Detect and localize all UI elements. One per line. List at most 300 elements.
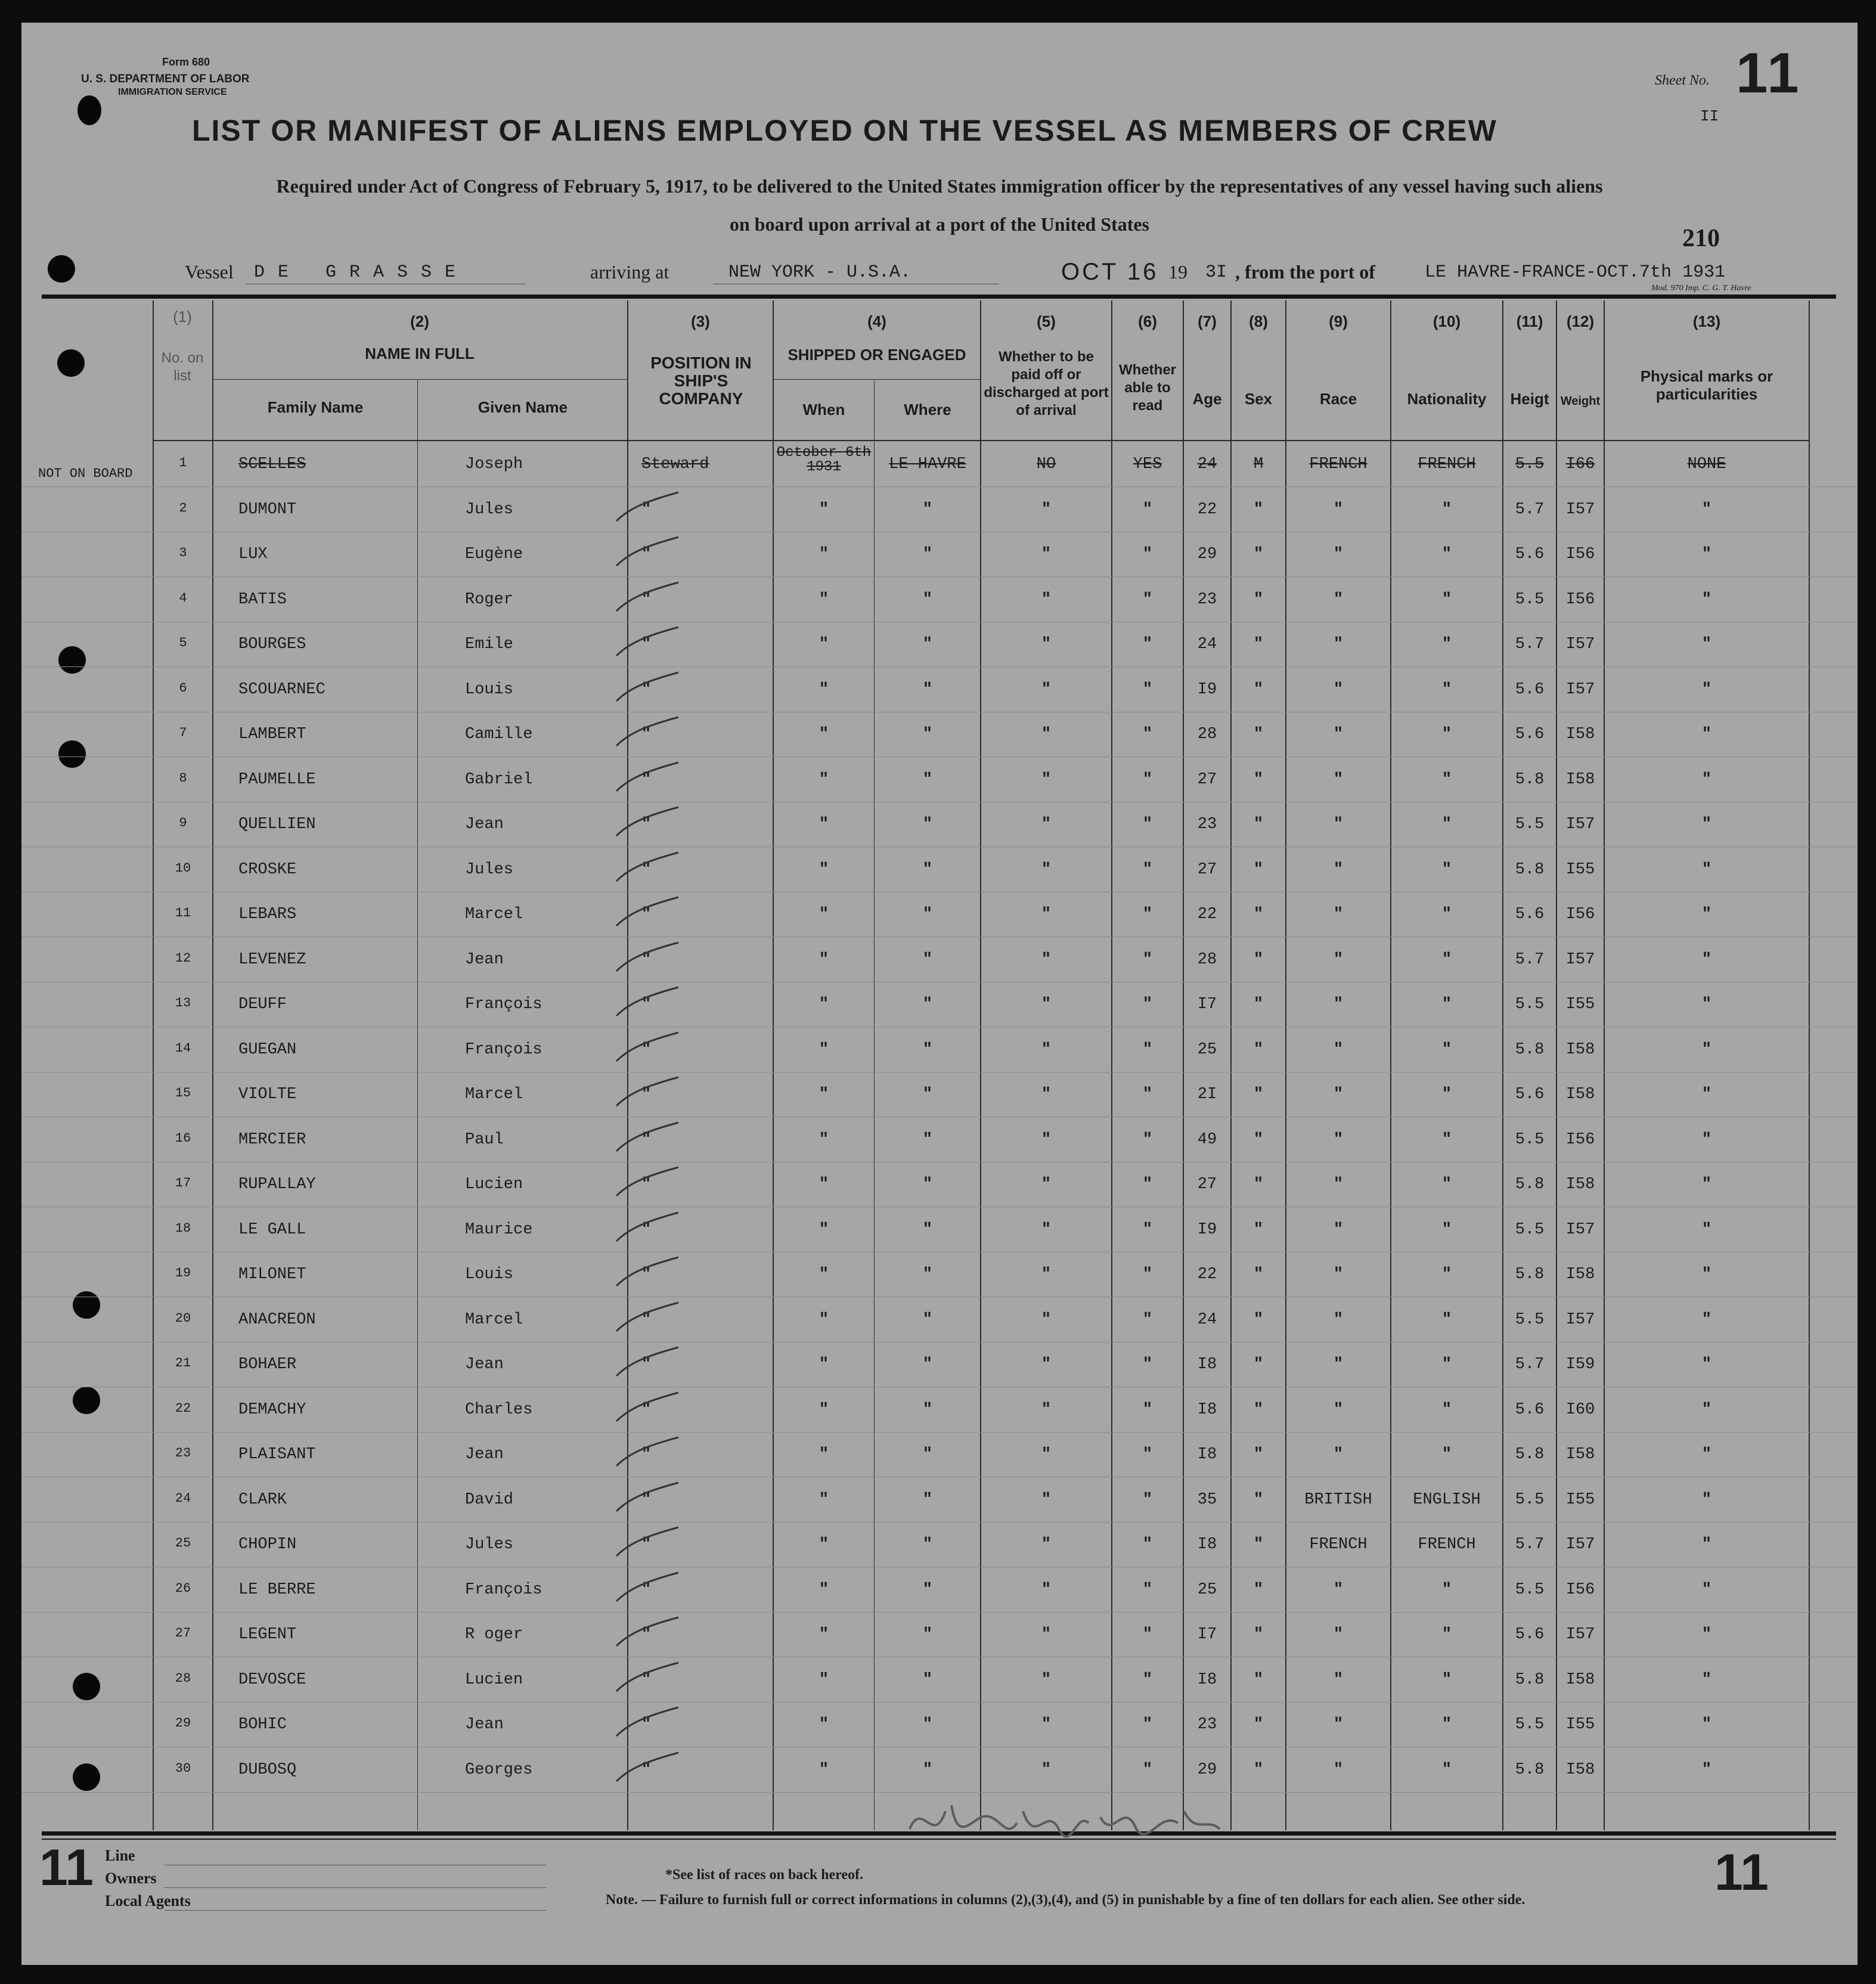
cell-weight: I56	[1565, 1130, 1595, 1149]
cell-sex: "	[1253, 1310, 1264, 1329]
check-tick-mark	[612, 625, 683, 661]
col4-header: SHIPPED OR ENGAGED	[787, 346, 966, 364]
cell-paid: "	[1041, 816, 1052, 833]
col4-where-header: Where	[904, 401, 951, 418]
cell-no: 14	[175, 1040, 191, 1056]
check-tick-mark	[612, 1030, 683, 1066]
cell-weight: I57	[1565, 950, 1595, 969]
cell-paid: "	[1041, 726, 1052, 743]
cell-when: "	[818, 1490, 829, 1509]
table-row	[21, 1568, 1858, 1613]
cell-no: 27	[175, 1626, 191, 1641]
cell-nationality: "	[1441, 1176, 1452, 1194]
cell-race: "	[1333, 1220, 1344, 1239]
cell-weight: I58	[1565, 1446, 1595, 1464]
cell-read: "	[1142, 1446, 1153, 1464]
cell-nationality: "	[1441, 996, 1452, 1013]
cell-height: 5.8	[1515, 770, 1545, 789]
cell-age: 28	[1197, 950, 1217, 969]
cell-weight: I58	[1565, 1040, 1595, 1059]
service: IMMIGRATION SERVICE	[118, 87, 227, 97]
cell-sex: "	[1253, 816, 1264, 833]
cell-paid: "	[1041, 680, 1052, 699]
cell-nationality: "	[1441, 906, 1452, 923]
cell-height: 5.5	[1515, 1220, 1545, 1239]
cell-paid: NO	[1036, 455, 1056, 473]
cell-height: 5.8	[1515, 1266, 1545, 1284]
cell-height: 5.5	[1515, 1580, 1545, 1599]
cell-where: "	[922, 906, 933, 923]
table-row	[21, 1523, 1858, 1567]
cell-sex: "	[1253, 1446, 1264, 1464]
cell-sex: "	[1253, 1176, 1264, 1194]
cell-age: 22	[1197, 500, 1217, 519]
cell-paid: "	[1041, 1356, 1052, 1374]
cell-position: "	[641, 1446, 652, 1464]
cell-family: SCELLES	[238, 455, 306, 473]
cell-read: "	[1142, 636, 1153, 653]
cell-read: "	[1142, 950, 1153, 969]
cell-read: "	[1142, 1760, 1153, 1779]
cell-race: "	[1333, 860, 1344, 879]
cell-when: "	[818, 906, 829, 923]
cell-nationality: "	[1441, 1716, 1452, 1734]
cell-read: "	[1142, 680, 1153, 699]
cell-position: "	[641, 1400, 652, 1419]
cell-when: "	[818, 1670, 829, 1689]
underline	[165, 1910, 546, 1911]
cell-position: "	[641, 1220, 652, 1239]
cell-paid: "	[1041, 1716, 1052, 1734]
cell-sex: "	[1253, 950, 1264, 969]
cell-height: 5.6	[1515, 680, 1545, 699]
cell-family: LE GALL	[238, 1220, 306, 1239]
arrival-date: OCT 16	[1061, 259, 1159, 285]
cell-race: "	[1333, 1310, 1344, 1329]
cell-when: "	[818, 1130, 829, 1149]
cell-sex: "	[1253, 1670, 1264, 1689]
cell-age: I8	[1197, 1536, 1217, 1554]
cell-height: 5.8	[1515, 1446, 1545, 1464]
cell-marks: "	[1701, 860, 1712, 879]
cell-given: François	[465, 1040, 542, 1059]
cell-when: "	[818, 816, 829, 833]
table-row	[21, 578, 1858, 622]
cell-when: "	[818, 1086, 829, 1103]
cell-weight: I66	[1565, 455, 1595, 473]
table-row	[21, 1658, 1858, 1703]
cell-position: "	[641, 1490, 652, 1509]
cell-marks: "	[1701, 1670, 1712, 1689]
cell-nationality: "	[1441, 1220, 1452, 1239]
cell-where: "	[922, 1266, 933, 1284]
cell-where: "	[922, 1536, 933, 1554]
cell-race: "	[1333, 1626, 1344, 1644]
cell-family: DEUFF	[238, 996, 287, 1013]
cell-weight: I58	[1565, 1176, 1595, 1194]
col12-number: (12)	[1566, 312, 1595, 330]
cell-marks: "	[1701, 636, 1712, 653]
cell-height: 5.6	[1515, 906, 1545, 923]
cell-position: "	[641, 636, 652, 653]
cell-weight: I58	[1565, 1670, 1595, 1689]
cell-nationality: "	[1441, 1670, 1452, 1689]
cell-position: "	[641, 860, 652, 879]
punch-hole	[48, 255, 75, 283]
cell-family: LEGENT	[238, 1626, 297, 1644]
cell-given: Marcel	[465, 1086, 523, 1103]
sheet-roman: II	[1700, 107, 1719, 125]
col2-family-header: Family Name	[267, 398, 364, 416]
cell-no: 23	[175, 1446, 191, 1461]
cell-sex: "	[1253, 500, 1264, 519]
cell-height: 5.8	[1515, 1040, 1545, 1059]
check-tick-mark	[612, 1120, 683, 1156]
cell-marks: "	[1701, 1580, 1712, 1599]
cell-given: Jules	[465, 500, 514, 519]
col3-number: (3)	[691, 312, 710, 330]
cell-when: "	[818, 545, 829, 563]
cell-weight: I57	[1565, 1310, 1595, 1329]
cell-height: 5.5	[1515, 816, 1545, 833]
cell-position: Steward	[641, 455, 709, 473]
cell-given: Georges	[465, 1760, 533, 1779]
cell-age: 22	[1197, 906, 1217, 923]
cell-height: 5.8	[1515, 1176, 1545, 1194]
cell-given: Jean	[465, 1356, 504, 1374]
cell-age: 25	[1197, 1580, 1217, 1599]
cell-where: "	[922, 636, 933, 653]
cell-read: "	[1142, 1580, 1153, 1599]
cell-paid: "	[1041, 860, 1052, 879]
cell-race: "	[1333, 1176, 1344, 1194]
cell-family: MILONET	[238, 1266, 306, 1284]
cell-weight: I58	[1565, 1760, 1595, 1779]
cell-height: 5.7	[1515, 636, 1545, 653]
cell-age: 23	[1197, 816, 1217, 833]
cell-sex: "	[1253, 860, 1264, 879]
cell-weight: I57	[1565, 1220, 1595, 1239]
cell-when: "	[818, 590, 829, 609]
cell-paid: "	[1041, 1670, 1052, 1689]
cell-paid: "	[1041, 770, 1052, 789]
cell-marks: "	[1701, 1490, 1712, 1509]
cell-where: "	[922, 1490, 933, 1509]
cell-nationality: "	[1441, 770, 1452, 789]
cell-no: 24	[175, 1490, 191, 1506]
cell-where: "	[922, 726, 933, 743]
cell-age: 49	[1197, 1130, 1217, 1149]
col9-header: Race	[1319, 390, 1357, 408]
cell-nationality: "	[1441, 590, 1452, 609]
col12-header: Weight	[1560, 395, 1601, 408]
cell-sex: "	[1253, 545, 1264, 563]
cell-read: "	[1142, 1220, 1153, 1239]
year-suffix: 3I	[1205, 262, 1227, 283]
fine-note: Note. — Failure to furnish full or correct informations in columns (2),(3),(4), and (5) in punishable by a fine of ten dollars for each alien. See other side.	[606, 1892, 1525, 1908]
cell-sex: "	[1253, 1266, 1264, 1284]
cell-no: 7	[179, 726, 187, 740]
cell-given: Jean	[465, 816, 504, 833]
cell-read: "	[1142, 816, 1153, 833]
cell-weight: I56	[1565, 906, 1595, 923]
cell-no: 6	[179, 680, 187, 696]
footer-agents-label: Local Agents	[105, 1892, 191, 1909]
cell-race: "	[1333, 1040, 1344, 1059]
cell-nationality: "	[1441, 1446, 1452, 1464]
cell-race: "	[1333, 950, 1344, 969]
table-row	[21, 1298, 1858, 1343]
cell-read: "	[1142, 1536, 1153, 1554]
cell-where: "	[922, 1670, 933, 1689]
col10-number: (10)	[1432, 312, 1461, 330]
cell-when: "	[818, 1446, 829, 1464]
check-tick-mark	[612, 805, 683, 841]
cell-sex: "	[1253, 1760, 1264, 1779]
cell-when: "	[818, 1310, 829, 1329]
cell-no: 10	[175, 860, 191, 876]
cell-race: "	[1333, 816, 1344, 833]
cell-height: 5.7	[1515, 1536, 1545, 1554]
cell-where: "	[922, 1760, 933, 1779]
col11-number: (11)	[1516, 312, 1543, 330]
cell-age: 25	[1197, 1040, 1217, 1059]
cell-where: "	[922, 545, 933, 563]
check-tick-mark	[612, 1075, 683, 1111]
table-row	[21, 982, 1858, 1027]
cell-paid: "	[1041, 1040, 1052, 1059]
cell-no: 28	[175, 1670, 191, 1686]
cell-paid: "	[1041, 950, 1052, 969]
cell-position: "	[641, 726, 652, 743]
cell-where: "	[922, 1176, 933, 1194]
cell-age: 24	[1197, 636, 1217, 653]
cell-nationality: "	[1441, 816, 1452, 833]
cell-age: 2I	[1197, 1086, 1217, 1103]
cell-height: 5.6	[1515, 1626, 1545, 1644]
not-on-board-note: NOT ON BOARD	[38, 466, 133, 481]
table-row	[21, 1388, 1858, 1433]
cell-marks: "	[1701, 770, 1712, 789]
arriving-label: arriving at	[590, 261, 669, 283]
cell-sex: "	[1253, 1580, 1264, 1599]
cell-no: 21	[175, 1356, 191, 1371]
cell-marks: "	[1701, 1040, 1712, 1059]
cell-paid: "	[1041, 996, 1052, 1013]
cell-no: 30	[175, 1760, 191, 1776]
cell-weight: I58	[1565, 1086, 1595, 1103]
cell-race: "	[1333, 906, 1344, 923]
cell-age: 29	[1197, 545, 1217, 563]
cell-family: LEVENEZ	[238, 950, 306, 969]
cell-race: "	[1333, 996, 1344, 1013]
cell-given: Marcel	[465, 1310, 523, 1329]
table-row	[21, 1433, 1858, 1477]
cell-race: "	[1333, 636, 1344, 653]
from-label: , from the port of	[1235, 261, 1375, 283]
cell-paid: "	[1041, 1266, 1052, 1284]
cell-given: François	[465, 1580, 542, 1599]
cell-family: QUELLIEN	[238, 816, 316, 833]
cell-family: LUX	[238, 545, 268, 563]
cell-race: "	[1333, 1086, 1344, 1103]
cell-age: 23	[1197, 1716, 1217, 1734]
cell-age: 35	[1197, 1490, 1217, 1509]
page-title: LIST OR MANIFEST OF ALIENS EMPLOYED ON THE VESSEL AS MEMBERS OF CREW	[192, 114, 1497, 147]
col9-number: (9)	[1329, 312, 1348, 330]
check-tick-mark	[612, 580, 683, 616]
cell-marks: "	[1701, 1356, 1712, 1374]
cell-read: "	[1142, 996, 1153, 1013]
col2-given-header: Given Name	[477, 398, 568, 416]
cell-weight: I58	[1565, 726, 1595, 743]
cell-nationality: "	[1441, 950, 1452, 969]
cell-age: 22	[1197, 1266, 1217, 1284]
cell-family: BATIS	[238, 590, 287, 609]
cell-paid: "	[1041, 1446, 1052, 1464]
check-tick-mark	[612, 1390, 683, 1426]
cell-position: "	[641, 1086, 652, 1103]
cell-position: "	[641, 996, 652, 1013]
cell-nationality: "	[1441, 1400, 1452, 1419]
cell-height: 5.5	[1515, 590, 1545, 609]
cell-when: "	[818, 1716, 829, 1734]
cell-marks: "	[1701, 1536, 1712, 1554]
cell-age: 24	[1197, 1310, 1217, 1329]
cell-nationality: "	[1441, 545, 1452, 563]
cell-when: "	[818, 1176, 829, 1194]
cell-family: MERCIER	[238, 1130, 306, 1149]
subtitle-line1: Required under Act of Congress of February 5, 1917, to be delivered to the United States immigration officer by the representatives of any vessel having such aliens	[276, 175, 1603, 197]
cell-age: I9	[1197, 680, 1217, 699]
cell-read: "	[1142, 545, 1153, 563]
cell-no: 15	[175, 1086, 191, 1100]
cell-family: DEVOSCE	[238, 1670, 306, 1689]
check-tick-mark	[612, 1750, 683, 1786]
cell-race: "	[1333, 770, 1344, 789]
cell-age: 23	[1197, 590, 1217, 609]
cell-given: Jean	[465, 950, 504, 969]
cell-nationality: "	[1441, 726, 1452, 743]
cell-when: "	[818, 500, 829, 519]
cell-family: PAUMELLE	[238, 770, 316, 789]
cell-read: "	[1142, 1130, 1153, 1149]
cell-weight: I55	[1565, 860, 1595, 879]
table-top-rule	[42, 294, 1836, 299]
cell-marks: "	[1701, 816, 1712, 833]
cell-position: "	[641, 1266, 652, 1284]
col3-header: POSITION IN SHIP'S COMPANY	[650, 354, 752, 408]
cell-given: Jean	[465, 1446, 504, 1464]
cell-weight: I56	[1565, 590, 1595, 609]
check-tick-mark	[612, 1660, 683, 1696]
cell-marks: "	[1701, 950, 1712, 969]
cell-marks: "	[1701, 1760, 1712, 1779]
cell-read: "	[1142, 1310, 1153, 1329]
cell-family: CLARK	[238, 1490, 287, 1509]
cell-where: "	[922, 816, 933, 833]
cell-weight: I57	[1565, 680, 1595, 699]
cell-family: PLAISANT	[238, 1446, 316, 1464]
cell-age: I8	[1197, 1400, 1217, 1419]
cell-family: DUBOSQ	[238, 1760, 297, 1779]
cell-family: BOHAER	[238, 1356, 297, 1374]
handwritten-signature	[898, 1787, 1232, 1865]
table-row	[21, 1748, 1858, 1793]
cell-race: "	[1333, 500, 1344, 519]
cell-given: Roger	[465, 590, 514, 609]
cell-marks: "	[1701, 590, 1712, 609]
table-row	[21, 848, 1858, 892]
cell-no: 25	[175, 1536, 191, 1551]
cell-marks: "	[1701, 1176, 1712, 1194]
cell-weight: I58	[1565, 770, 1595, 789]
cell-race: "	[1333, 1670, 1344, 1689]
cell-given: Lucien	[465, 1176, 523, 1194]
cell-given: Jules	[465, 860, 514, 879]
check-tick-mark	[612, 1525, 683, 1561]
punch-hole	[57, 349, 85, 377]
cell-height: 5.5	[1515, 996, 1545, 1013]
cell-position: "	[641, 1356, 652, 1374]
cell-no: 4	[179, 590, 187, 606]
cell-paid: "	[1041, 1760, 1052, 1779]
cell-race: FRENCH	[1309, 455, 1368, 473]
check-tick-mark	[612, 1615, 683, 1651]
form-number: Form 680	[162, 56, 210, 68]
cell-height: 5.7	[1515, 1356, 1545, 1374]
cell-height: 5.8	[1515, 860, 1545, 879]
footer-owners-label: Owners	[105, 1870, 157, 1887]
cell-position: "	[641, 1176, 652, 1194]
col8-header: Sex	[1244, 390, 1273, 408]
cell-when: "	[818, 1266, 829, 1284]
cell-sex: "	[1253, 726, 1264, 743]
cell-position: "	[641, 1130, 652, 1149]
cell-height: 5.6	[1515, 1086, 1545, 1103]
cell-nationality: "	[1441, 1130, 1452, 1149]
cell-read: "	[1142, 1670, 1153, 1689]
cell-marks: "	[1701, 1220, 1712, 1239]
cell-family: RUPALLAY	[238, 1176, 316, 1194]
cell-paid: "	[1041, 1130, 1052, 1149]
cell-given: Louis	[465, 680, 514, 699]
cell-sex: "	[1253, 906, 1264, 923]
cell-read: "	[1142, 1716, 1153, 1734]
check-tick-mark	[612, 670, 683, 706]
cell-given: Lucien	[465, 1670, 523, 1689]
header-rule	[773, 379, 980, 380]
cell-no: 11	[175, 906, 191, 920]
cell-paid: "	[1041, 1086, 1052, 1103]
cell-no: 19	[175, 1266, 191, 1281]
cell-read: "	[1142, 1086, 1153, 1103]
cell-family: BOURGES	[238, 636, 306, 653]
printer-note: Mod. 970 Imp. C. G. T. Havre	[1651, 284, 1751, 293]
table-row	[21, 1703, 1858, 1747]
cell-position: "	[641, 1760, 652, 1779]
cell-no: 12	[175, 950, 191, 966]
cell-given: Maurice	[465, 1220, 533, 1239]
stamp-number: 210	[1682, 225, 1720, 252]
table-row	[21, 1072, 1858, 1117]
cell-weight: I55	[1565, 1490, 1595, 1509]
cell-given: François	[465, 996, 542, 1013]
underline	[165, 1887, 546, 1888]
cell-race: "	[1333, 545, 1344, 563]
year-prefix: 19	[1168, 261, 1187, 283]
cell-when: "	[818, 1760, 829, 1779]
